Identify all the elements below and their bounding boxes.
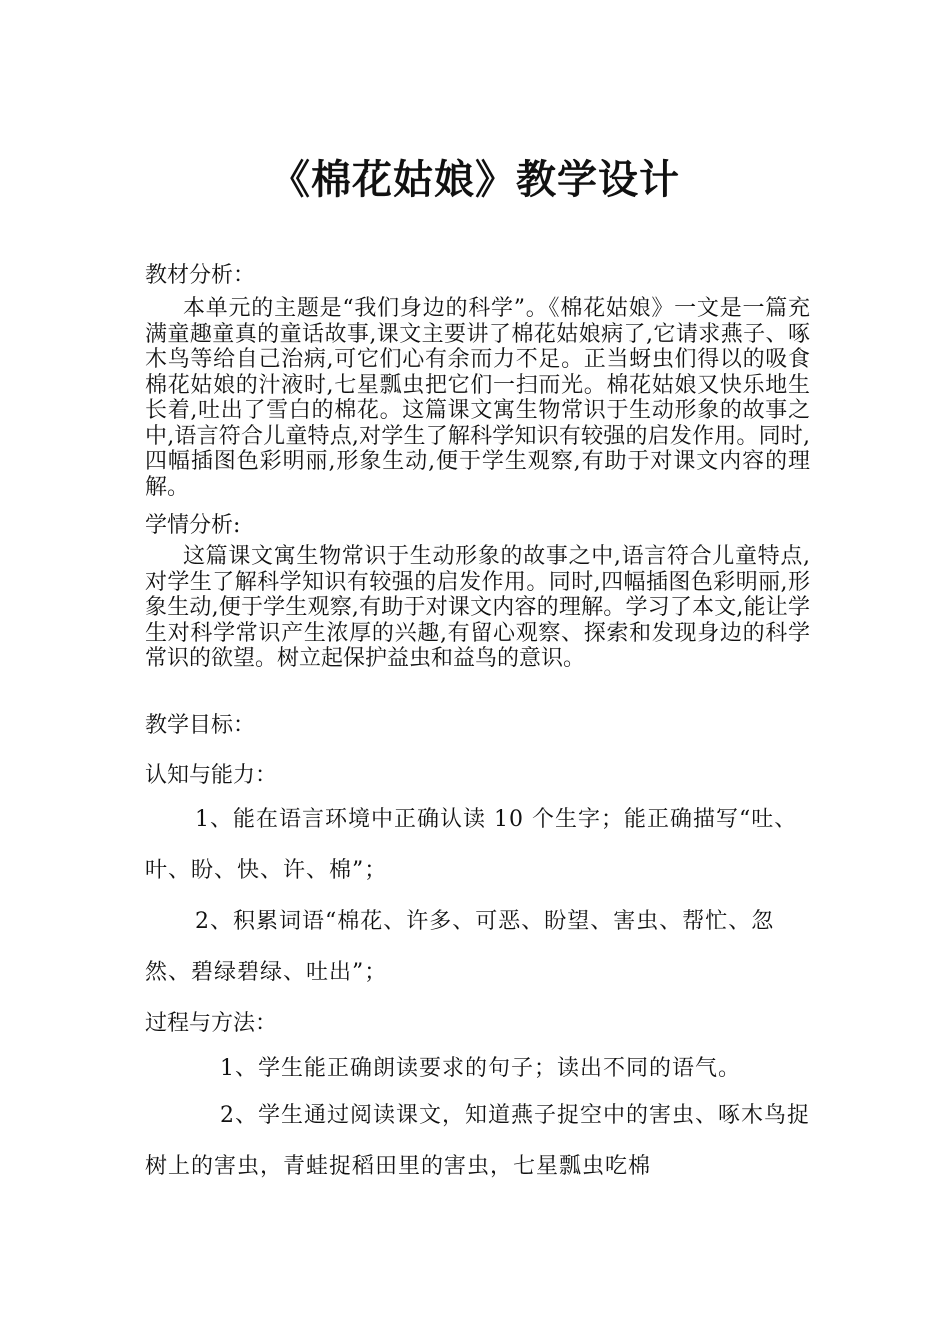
cognition-ability-heading: 认知与能力： <box>145 763 278 788</box>
material-analysis-text: 本单元的主题是“我们身边的科学”。《棉花姑娘》一文是一篇充满童趣童真的童话故事,课文主要讲了棉花姑娘病了,它请求燕子、啄木鸟等给自己治病,可它们心有余而力不足。正当蚜虫们得以的吸食棉花姑娘的汁液时,七星瓢虫把它们一扫而光。棉花姑娘又快乐地生长着,吐出了雪白的棉花。这篇课文寓生物常识于生动形象的故事之中,语言符合儿童特点,对学生了解科学知识有较强的启发作用。同时,四幅插图色彩明丽,形象生动,便于学生观察,有助于对课文内容的理解。 <box>145 296 810 500</box>
document-title: 《棉花姑娘》教学设计 <box>270 157 680 203</box>
teaching-goals-heading: 教学目标： <box>145 713 256 738</box>
process-method-heading: 过程与方法： <box>145 1011 278 1036</box>
process-item-2: 2、学生通过阅读课文，知道燕子捉空中的害虫、啄木鸟捉树上的害虫，青蛙捉稻田里的害虫，七星瓢虫吃棉 <box>145 1103 810 1179</box>
student-analysis-heading: 学情分析: <box>145 513 241 538</box>
cognition-item-1: 1、能在语言环境中正确认读 10 个生字；能正确描写“吐、叶、盼、快、许、棉”； <box>145 807 798 883</box>
cognition-item-2: 2、积累词语“棉花、许多、可恶、盼望、害虫、帮忙、忽然、碧绿碧绿、吐出”； <box>145 909 775 985</box>
material-analysis-heading: 教材分析： <box>145 263 256 288</box>
student-analysis-text: 这篇课文寓生物常识于生动形象的故事之中,语言符合儿童特点,对学生了解科学知识有较强的启发作用。同时,四幅插图色彩明丽,形象生动,便于学生观察,有助于对课文内容的理解。学习了本文,能让学生对科学常识产生浓厚的兴趣,有留心观察、探索和发现身边的科学常识的欲望。树立起保护益虫和益鸟的意识。 <box>145 544 810 671</box>
process-item-1: 1、学生能正确朗读要求的句子；读出不同的语气。 <box>220 1056 741 1081</box>
